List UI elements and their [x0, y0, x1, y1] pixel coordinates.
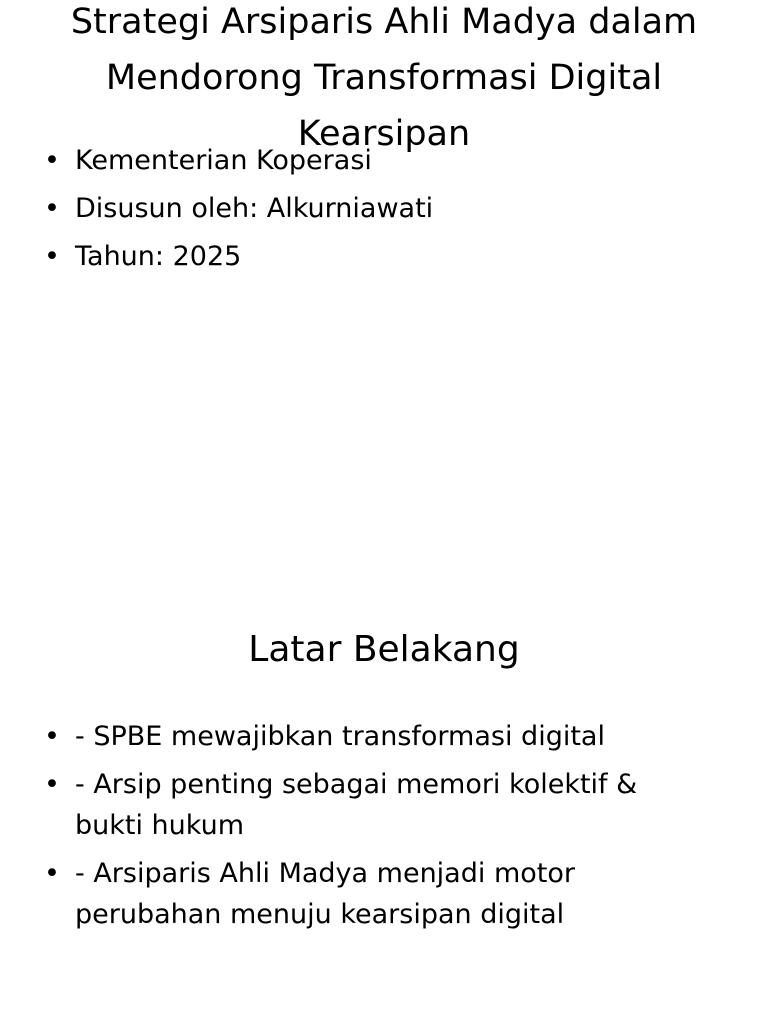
bullet-dot-icon: •	[44, 193, 60, 224]
slide-1-bullet-item	[44, 140, 684, 181]
bullet-dot-icon: •	[44, 145, 60, 176]
slide-2-bullet-item	[44, 853, 684, 935]
slide-2-bullet-text: - SPBE mewajibkan transformasi digital	[75, 721, 605, 752]
bullet-dot-icon: •	[44, 721, 60, 752]
slide-2-bullet-item	[44, 716, 684, 757]
slide-1-bullet-item	[44, 236, 684, 277]
bullet-dot-icon: •	[44, 241, 60, 272]
slide-1-bullet-text: Kementerian Koperasi	[75, 145, 372, 176]
slide-1-title: Strategi Arsiparis Ahli Madya dalam Mendorong Transformasi Digital Kearsipan	[70, 2, 698, 154]
slide-1-bullet-text: Tahun: 2025	[75, 241, 242, 272]
slide-2-title: Latar Belakang	[248, 629, 520, 670]
slide-2-bullet-text: - Arsip penting sebagai memori kolektif & bukti hukum	[75, 769, 638, 841]
slide-2-bullet-text: - Arsiparis Ahli Madya menjadi motor perubahan menuju kearsipan digital	[75, 858, 575, 930]
slide-2-bullet-item	[44, 764, 684, 846]
slide-2-bullet-list	[44, 716, 684, 942]
bullet-dot-icon: •	[44, 769, 60, 800]
slide-1-bullet-item	[44, 188, 684, 229]
bullet-dot-icon: •	[44, 858, 60, 889]
slide-1-bullet-list	[44, 140, 684, 284]
slide-2	[0, 512, 768, 1024]
slide-1-bullet-text: Disusun oleh: Alkurniawati	[75, 193, 434, 224]
